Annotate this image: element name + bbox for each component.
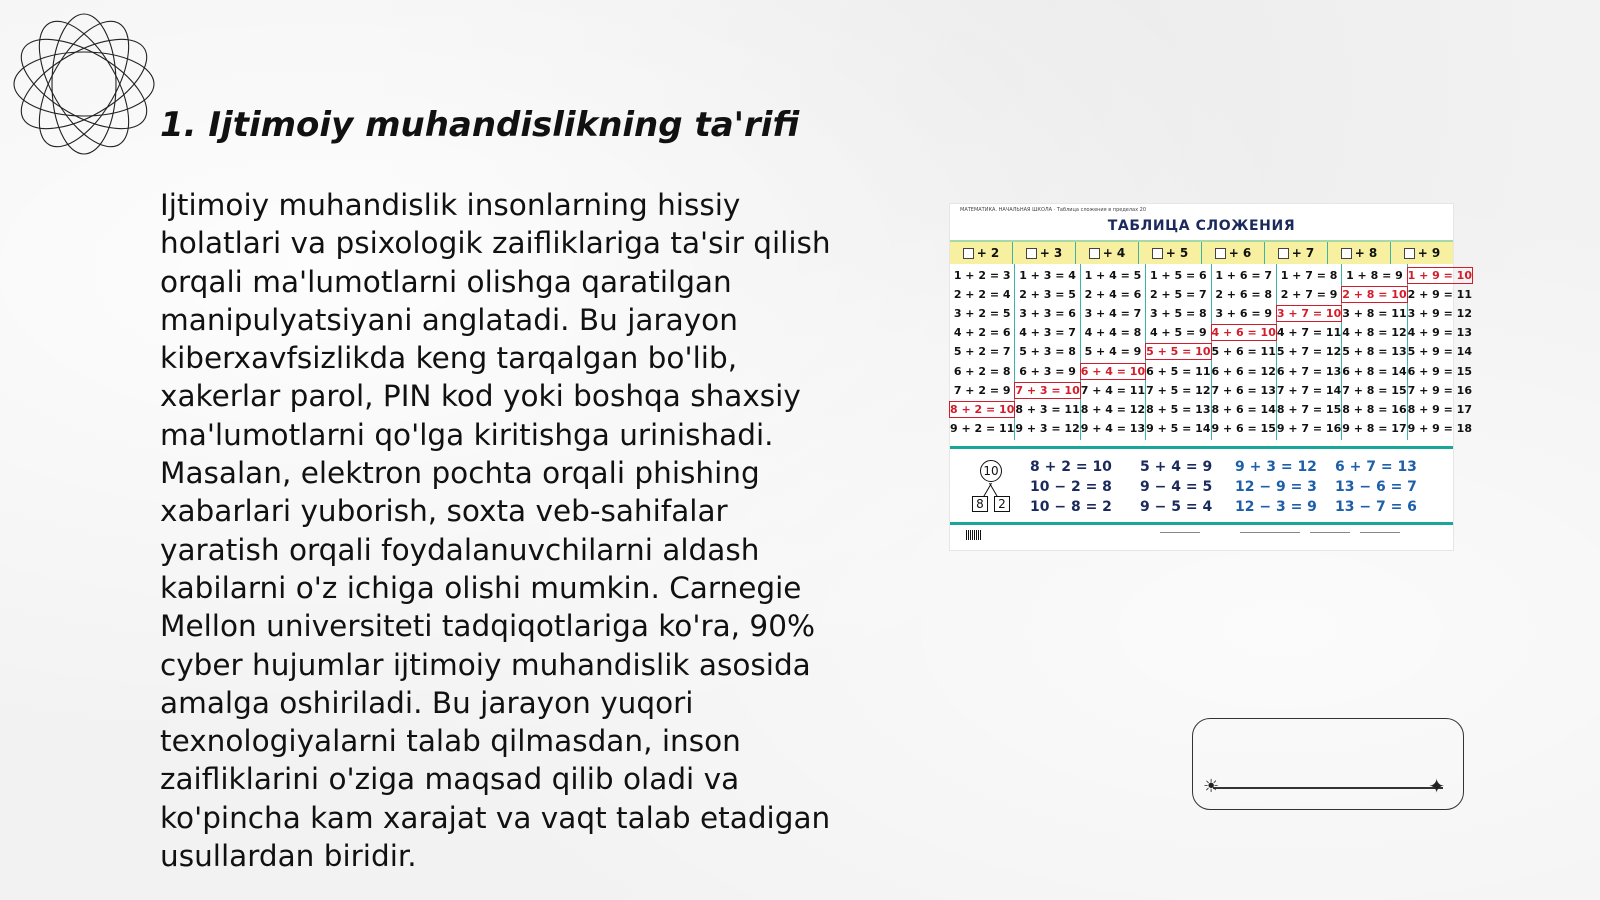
- equation-cell: 4 + 2 = 6: [953, 326, 1011, 340]
- equation-cell: 9 + 4 = 13: [1080, 421, 1146, 435]
- example-equation: 9 − 5 = 4: [1140, 499, 1213, 515]
- example-equation: 5 + 4 = 9: [1140, 459, 1213, 475]
- equation-cell: 1 + 4 = 5: [1084, 269, 1142, 283]
- equation-cell: 6 + 4 = 10: [1080, 364, 1146, 378]
- grid-header-label: + 6: [1228, 246, 1252, 260]
- circle-ornament-icon: [10, 10, 158, 158]
- example-group: [1140, 458, 1212, 516]
- example-equation: 12 − 9 = 3: [1235, 479, 1317, 495]
- equation-cell: 9 + 8 = 17: [1342, 421, 1407, 435]
- equation-cell: 7 + 5 = 12: [1146, 383, 1211, 397]
- example-equation: 8 + 2 = 10: [1030, 459, 1112, 475]
- equation-cell: 2 + 6 = 8: [1215, 288, 1273, 302]
- equation-cell: 2 + 8 = 10: [1342, 288, 1407, 302]
- equation-cell: 7 + 9 = 16: [1407, 383, 1472, 397]
- grid-column: [1212, 264, 1277, 440]
- equation-cell: 8 + 2 = 10: [950, 402, 1015, 416]
- grid-column: [1081, 264, 1146, 440]
- equation-cell: 8 + 8 = 16: [1342, 402, 1407, 416]
- body-line: texnologiyalarni talab qilmasdan, inson: [160, 724, 741, 759]
- grid-column: [950, 264, 1015, 440]
- equation-cell: 8 + 3 = 11: [1015, 402, 1080, 416]
- body-line: usullardan biridir.: [160, 839, 417, 874]
- equation-cell: 4 + 9 = 13: [1407, 326, 1472, 340]
- example-equation: 6 + 7 = 13: [1335, 459, 1417, 475]
- equation-cell: 6 + 8 = 14: [1342, 364, 1407, 378]
- equation-cell: 3 + 3 = 6: [1019, 307, 1076, 321]
- poster-title: ТАБЛИЦА СЛОЖЕНИЯ: [1107, 218, 1296, 234]
- grid-header-label: + 7: [1291, 246, 1315, 260]
- equation-cell: 7 + 6 = 13: [1211, 383, 1276, 397]
- grid-header-label: + 9: [1417, 246, 1441, 260]
- equation-cell: 6 + 2 = 8: [953, 364, 1011, 378]
- equation-cell: 4 + 5 = 9: [1149, 326, 1207, 340]
- blank-box-icon: [1152, 248, 1163, 259]
- equation-cell: 4 + 3 = 7: [1019, 326, 1076, 340]
- equation-cell: 9 + 3 = 12: [1015, 421, 1080, 435]
- grid-header-row: [950, 240, 1453, 264]
- grid-header-label: + 8: [1354, 246, 1378, 260]
- equation-cell: 3 + 5 = 8: [1149, 307, 1207, 321]
- blank-box-icon: [1215, 248, 1226, 259]
- example-equation: 10 − 8 = 2: [1030, 499, 1112, 515]
- equation-cell: 8 + 9 = 17: [1407, 402, 1472, 416]
- blank-box-icon: [1341, 248, 1352, 259]
- equation-cell: 7 + 3 = 10: [1015, 383, 1080, 397]
- equation-cell: 2 + 2 = 4: [953, 288, 1011, 302]
- equation-cell: 7 + 2 = 9: [953, 383, 1011, 397]
- equation-cell: 2 + 4 = 6: [1084, 288, 1142, 302]
- body-line: holatlari va psixologik zaifliklariga ta'sir qilish: [160, 226, 831, 261]
- equation-cell: 5 + 3 = 8: [1019, 345, 1076, 359]
- grid-column: [1146, 264, 1211, 440]
- poster-divider: [950, 446, 1453, 449]
- equation-cell: 1 + 3 = 4: [1019, 269, 1076, 283]
- poster-bottom-divider: [950, 522, 1453, 525]
- grid-header-cell: [1202, 242, 1265, 264]
- equation-cell: 1 + 5 = 6: [1149, 269, 1207, 283]
- sun-icon: ☀: [1203, 776, 1220, 797]
- equation-cell: 9 + 6 = 15: [1211, 421, 1276, 435]
- body-line: cyber hujumlar ijtimoiy muhandislik asosida: [160, 647, 811, 682]
- number-bond: [970, 460, 1010, 516]
- body-line: kiberxavfsizlikda keng tarqalgan bo'lib,: [160, 341, 738, 376]
- body-line: amalga oshiriladi. Bu jarayon yuqori: [160, 685, 694, 720]
- equation-cell: 4 + 7 = 11: [1276, 326, 1342, 340]
- sparkle-icon: ✦: [1428, 774, 1445, 798]
- grid-column: [1408, 264, 1472, 440]
- blank-box-icon: [1278, 248, 1289, 259]
- grid-header-cell: [1265, 242, 1328, 264]
- equation-cell: 9 + 2 = 11: [950, 421, 1015, 435]
- blank-box-icon: [1089, 248, 1100, 259]
- grid-column: [1342, 264, 1407, 440]
- equation-cell: 2 + 7 = 9: [1280, 288, 1338, 302]
- poster-footer: [950, 526, 1453, 546]
- example-equation: 13 − 7 = 6: [1335, 499, 1417, 515]
- equation-cell: 8 + 6 = 14: [1211, 402, 1276, 416]
- equation-cell: 9 + 5 = 14: [1146, 421, 1211, 435]
- example-group: [1335, 458, 1417, 516]
- grid-column: [1015, 264, 1080, 440]
- equation-cell: 4 + 4 = 8: [1084, 326, 1142, 340]
- equation-cell: 2 + 5 = 7: [1149, 288, 1207, 302]
- equation-cell: 6 + 7 = 13: [1276, 364, 1342, 378]
- equation-cell: 5 + 8 = 13: [1342, 345, 1407, 359]
- equation-cell: 4 + 8 = 12: [1342, 326, 1407, 340]
- equation-cell: 6 + 6 = 12: [1211, 364, 1276, 378]
- example-equation: 13 − 6 = 7: [1335, 479, 1417, 495]
- equation-cell: 5 + 7 = 12: [1276, 345, 1342, 359]
- equation-cell: 8 + 5 = 13: [1146, 402, 1211, 416]
- bond-part-b: 2: [994, 496, 1010, 512]
- blank-box-icon: [963, 248, 974, 259]
- example-equation: 12 − 3 = 9: [1235, 499, 1317, 515]
- body-line: yaratish orqali foydalanuvchilarni aldash: [160, 532, 760, 567]
- equation-cell: 6 + 9 = 15: [1407, 364, 1472, 378]
- equation-cell: 1 + 6 = 7: [1215, 269, 1273, 283]
- grid-body: [950, 264, 1472, 440]
- body-line: kabilarni o'z ichiga olishi mumkin. Carnegie: [160, 570, 802, 605]
- body-line: xakerlar parol, PIN kod yoki boshqa shaxsiy: [160, 379, 801, 414]
- equation-cell: 3 + 4 = 7: [1084, 307, 1142, 321]
- equation-cell: 5 + 9 = 14: [1407, 345, 1472, 359]
- slide-title: 1. Ijtimoiy muhandislikning ta'rifi: [160, 105, 800, 145]
- equation-cell: 3 + 9 = 12: [1407, 307, 1472, 321]
- equation-cell: 7 + 4 = 11: [1080, 383, 1146, 397]
- grid-header-cell: [1013, 242, 1076, 264]
- addition-grid: [950, 240, 1472, 440]
- equation-cell: 7 + 8 = 15: [1342, 383, 1407, 397]
- equation-cell: 9 + 7 = 16: [1276, 421, 1342, 435]
- equation-cell: 6 + 3 = 9: [1019, 364, 1076, 378]
- timeline-box: [1192, 718, 1464, 810]
- example-group: [1030, 458, 1112, 516]
- poster-header: МАТЕМАТИКА. НАЧАЛЬНАЯ ШКОЛА · Таблица сложения в пределах 20: [960, 207, 1147, 213]
- example-equation: 9 + 3 = 12: [1235, 459, 1317, 475]
- equation-cell: 8 + 4 = 12: [1080, 402, 1146, 416]
- body-line: ma'lumotlarni qo'lga kiritishga urinishadi.: [160, 417, 774, 452]
- body-line: Mellon universiteti tadqiqotlariga ko'ra, 90%: [160, 609, 815, 644]
- bond-whole: 10: [980, 460, 1002, 482]
- body-line: manipulyatsiyani anglatadi. Bu jarayon: [160, 302, 738, 337]
- equation-cell: 6 + 5 = 11: [1146, 364, 1211, 378]
- grid-header-cell: [1139, 242, 1202, 264]
- equation-cell: 2 + 9 = 11: [1407, 288, 1472, 302]
- grid-header-label: + 5: [1165, 246, 1189, 260]
- body-line: zaifliklarini o'ziga maqsad qilib oladi va: [160, 762, 740, 797]
- equation-cell: 3 + 8 = 11: [1342, 307, 1407, 321]
- addition-table-image: [950, 204, 1472, 550]
- grid-header-label: + 4: [1102, 246, 1126, 260]
- equation-cell: 1 + 8 = 9: [1346, 269, 1403, 283]
- equation-cell: 4 + 6 = 10: [1211, 326, 1276, 340]
- bond-part-a: 8: [972, 496, 988, 512]
- equation-cell: 9 + 9 = 18: [1407, 421, 1472, 435]
- equation-cell: 5 + 4 = 9: [1084, 345, 1142, 359]
- equation-cell: 3 + 7 = 10: [1276, 307, 1342, 321]
- timeline-track: [1213, 787, 1443, 789]
- grid-header-cell: [1328, 242, 1391, 264]
- equation-cell: 8 + 7 = 15: [1276, 402, 1342, 416]
- examples-panel: [950, 452, 1453, 520]
- body-line: orqali ma'lumotlarni olishga qaratilgan: [160, 264, 732, 299]
- equation-cell: 5 + 5 = 10: [1146, 345, 1211, 359]
- body-line: Masalan, elektron pochta orqali phishing: [160, 456, 760, 491]
- grid-header-cell: [950, 242, 1013, 264]
- equation-cell: 5 + 6 = 11: [1211, 345, 1276, 359]
- equation-cell: 5 + 2 = 7: [953, 345, 1011, 359]
- grid-header-cell: [1391, 242, 1453, 264]
- equation-cell: 7 + 7 = 14: [1276, 383, 1342, 397]
- body-line: xabarlari yuborish, soxta veb-sahifalar: [160, 494, 728, 529]
- grid-header-label: + 2: [976, 246, 1000, 260]
- slide-body-text: [160, 186, 840, 875]
- equation-cell: 1 + 2 = 3: [953, 269, 1011, 283]
- equation-cell: 3 + 2 = 5: [953, 307, 1011, 321]
- body-line: Ijtimoiy muhandislik insonlarning hissiy: [160, 188, 741, 222]
- body-line: ko'pincha kam xarajat va vaqt talab etadigan: [160, 800, 831, 835]
- equation-cell: 1 + 7 = 8: [1280, 269, 1338, 283]
- example-equation: 10 − 2 = 8: [1030, 479, 1112, 495]
- example-group: [1235, 458, 1317, 516]
- equation-cell: 3 + 6 = 9: [1215, 307, 1273, 321]
- example-equation: 9 − 4 = 5: [1140, 479, 1213, 495]
- grid-column: [1277, 264, 1342, 440]
- barcode-icon: [966, 530, 982, 540]
- equation-cell: 1 + 9 = 10: [1407, 269, 1472, 283]
- equation-cell: 2 + 3 = 5: [1019, 288, 1076, 302]
- grid-header-label: + 3: [1039, 246, 1063, 260]
- grid-header-cell: [1076, 242, 1139, 264]
- blank-box-icon: [1404, 248, 1415, 259]
- blank-box-icon: [1026, 248, 1037, 259]
